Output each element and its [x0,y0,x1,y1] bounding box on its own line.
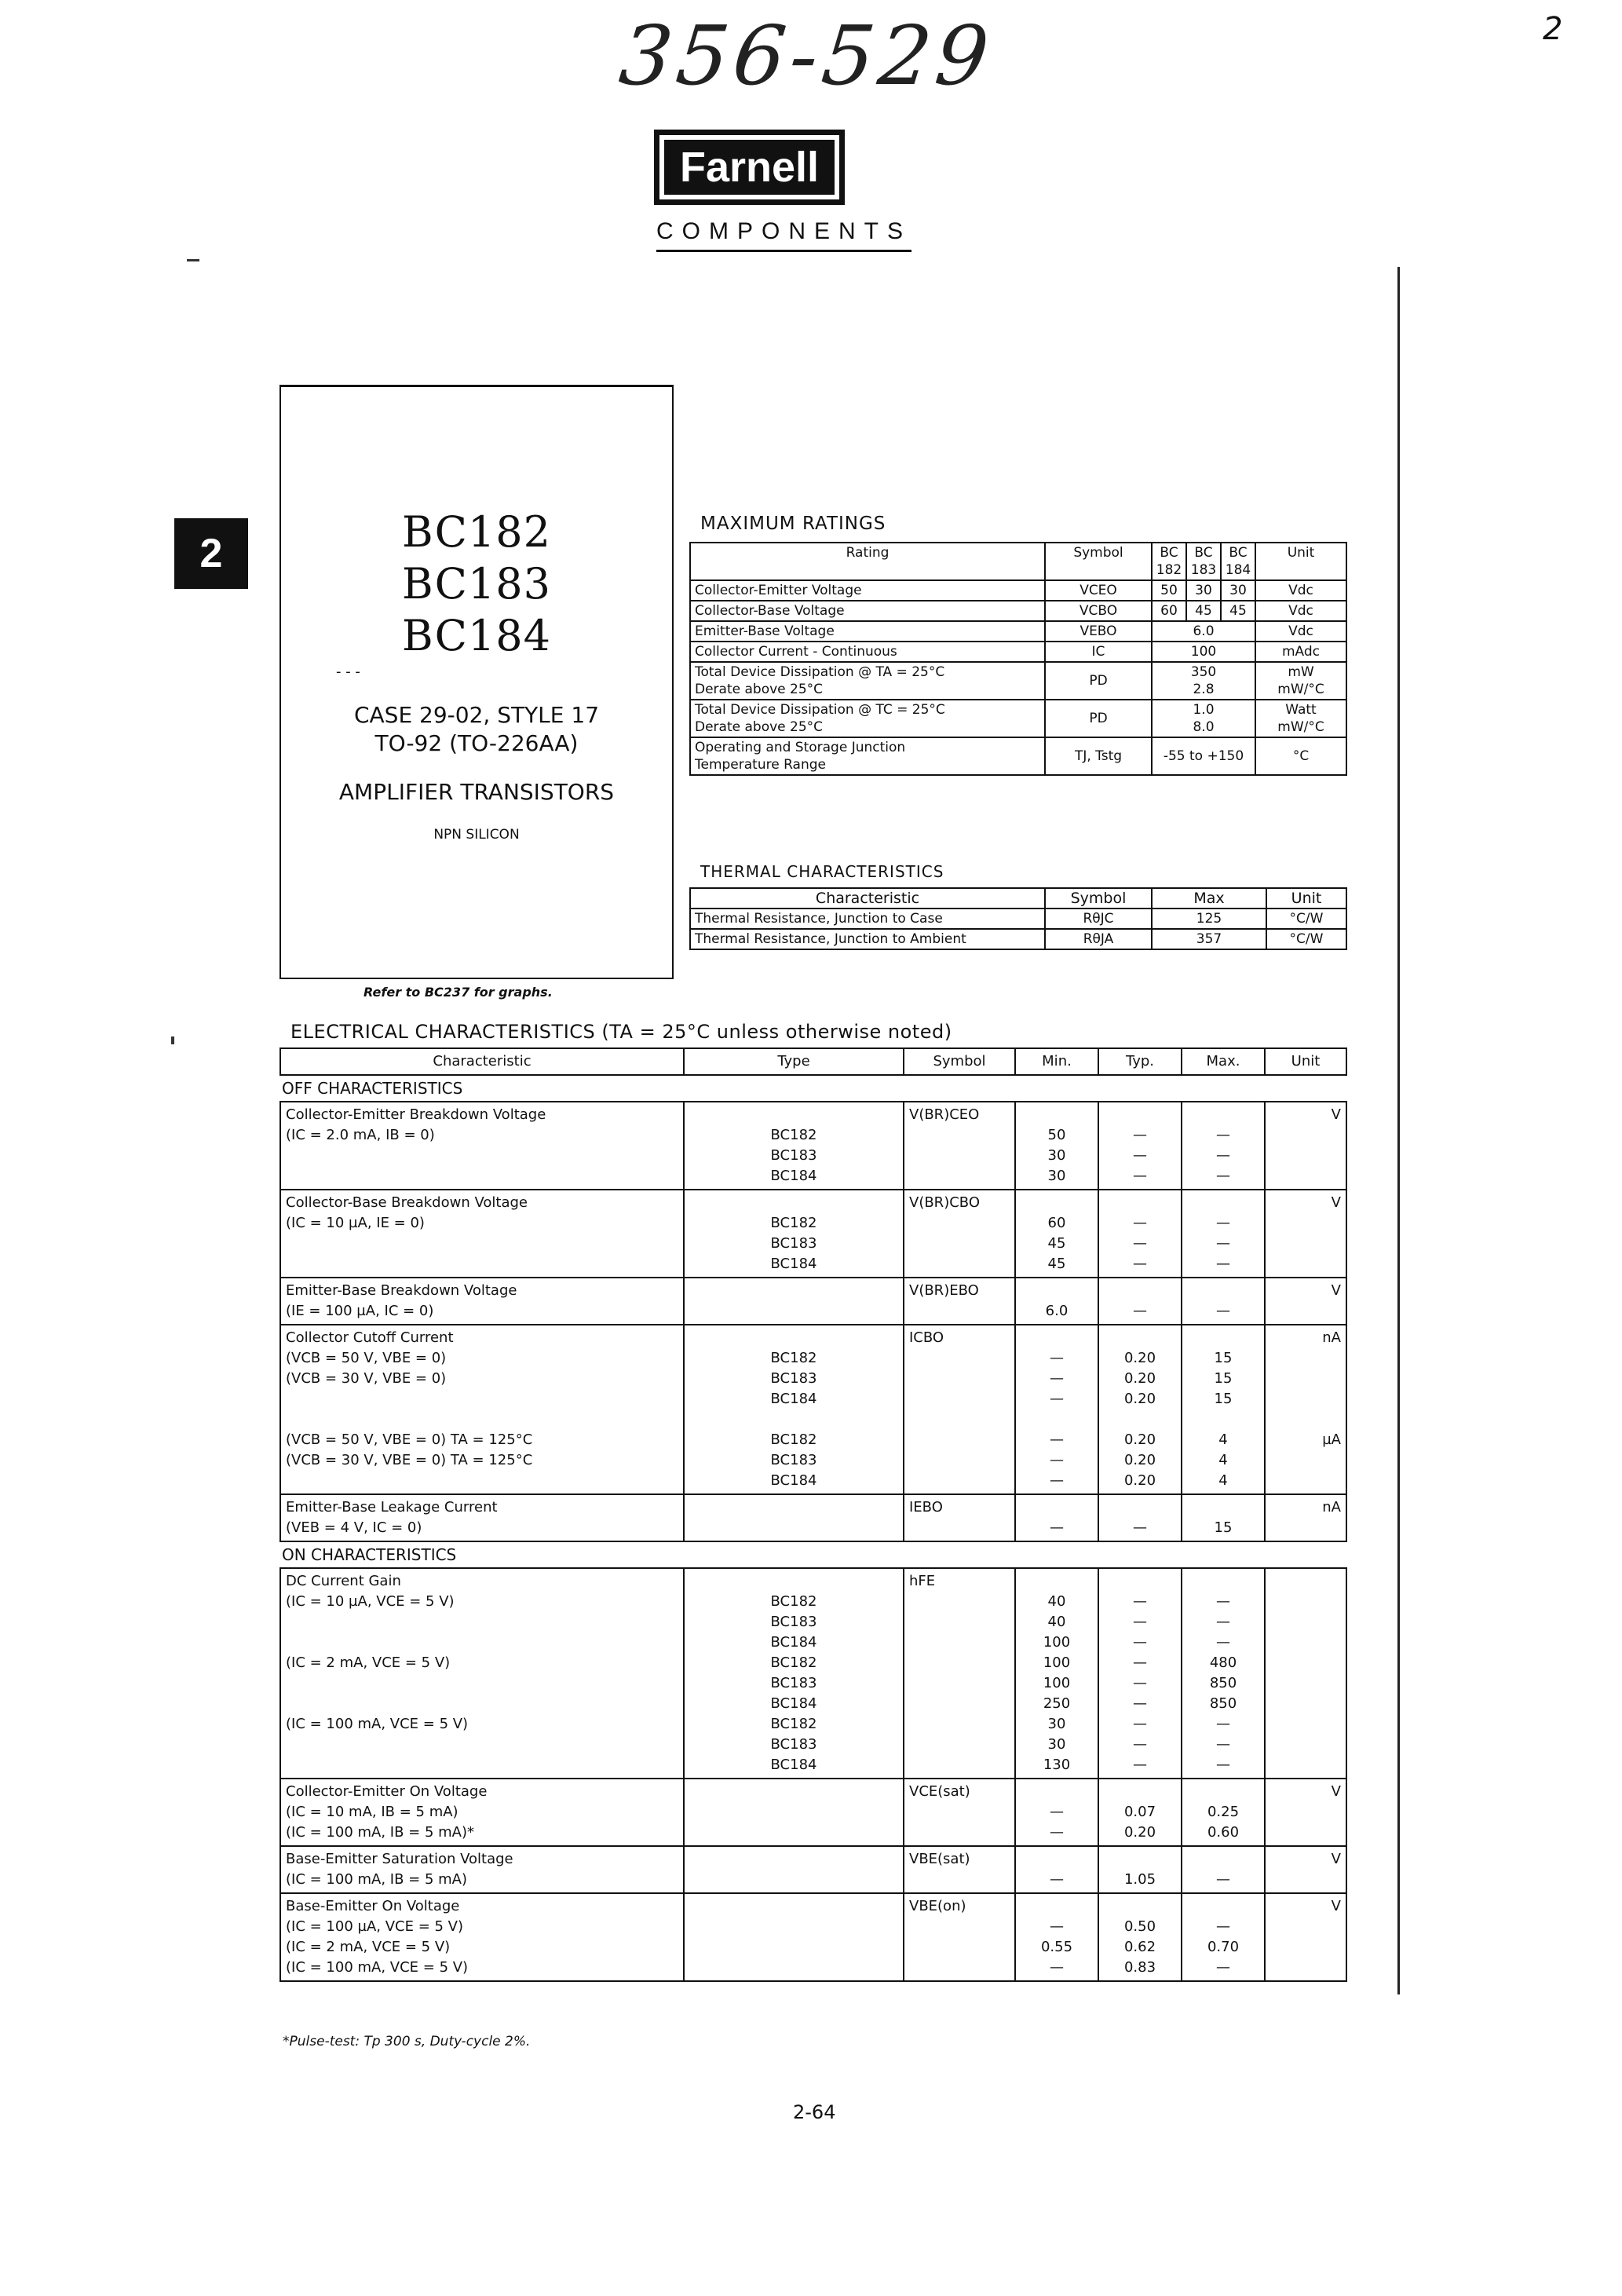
electrical-row [280,1325,1346,1494]
char-unit [1265,1568,1346,1779]
on-section-title: ON CHARACTERISTICS [280,1541,1346,1568]
refer-note: Refer to BC237 for graphs. [363,985,553,1000]
polarity: NPN SILICON [433,827,520,843]
case-package: TO-92 (TO-226AA) [374,730,579,756]
brand-tagline: COMPONENTS [656,218,911,252]
char-unit: nA [1265,1494,1346,1541]
rating-label: Collector Current - Continuous [690,642,1045,662]
col-unit: Unit [1255,543,1346,580]
char-symbol: VBE(sat) [904,1846,1015,1893]
rating-value-bc182: 60 [1152,601,1186,621]
rating-symbol: PD [1045,662,1152,700]
char-max: — 0.70 — [1182,1893,1265,1981]
rating-row [690,601,1346,621]
rating-value: 100 [1152,642,1255,662]
electrical-row [280,1102,1346,1190]
max-ratings-title: MAXIMUM RATINGS [700,514,886,534]
rating-label: Operating and Storage Junction Temperature Range [690,737,1045,775]
rating-row [690,737,1346,775]
farnell-logo [654,130,845,205]
col-type: Type [684,1048,904,1075]
rating-unit: Vdc [1255,580,1346,601]
char-unit: V [1265,1278,1346,1325]
char-min: — [1015,1846,1098,1893]
char-type [684,1494,904,1541]
col-symbol: Symbol [904,1048,1015,1075]
col-max: Max [1152,888,1266,909]
char-typ: — — — — — — — — — [1098,1568,1182,1779]
char-min: 50 30 30 [1015,1102,1098,1190]
rating-value-bc184: 45 [1221,601,1255,621]
char-typ: 1.05 [1098,1846,1182,1893]
thermal-title: THERMAL CHARACTERISTICS [700,862,944,881]
rating-value-bc182: 50 [1152,580,1186,601]
char-typ: 0.20 0.20 0.20 0.20 0.20 0.20 [1098,1325,1182,1494]
rating-unit: mW mW/°C [1255,662,1346,700]
char-typ: — — — [1098,1190,1182,1278]
electrical-row [280,1190,1346,1278]
char-type: BC182 BC183 BC184 BC182 BC183 BC184 [684,1325,904,1494]
col-characteristic: Characteristic [280,1048,684,1075]
electrical-row [280,1494,1346,1541]
section-row [280,1075,1346,1102]
device-type: AMPLIFIER TRANSISTORS [338,779,615,805]
scan-mark [171,1036,174,1044]
char-unit: V [1265,1102,1346,1190]
char-min: — [1015,1494,1098,1541]
rating-value: 1.0 8.0 [1152,700,1255,737]
part-number-box [279,385,674,979]
char-symbol: VBE(on) [904,1893,1015,1981]
char-typ: — — — [1098,1102,1182,1190]
page-number: 2-64 [793,2101,836,2123]
char-unit: nA µA [1265,1325,1346,1494]
col-symbol: Symbol [1045,888,1152,909]
char-min: 40 40 100 100 100 250 30 30 130 [1015,1568,1098,1779]
thermal-row [690,929,1346,949]
char-type [684,1779,904,1846]
col-typ: Typ. [1098,1048,1182,1075]
thermal-unit: °C/W [1266,909,1346,929]
char-max: 15 [1182,1494,1265,1541]
electrical-row [280,1846,1346,1893]
char-max: — [1182,1278,1265,1325]
electrical-header [280,1048,1346,1075]
char-label: DC Current Gain (IC = 10 µA, VCE = 5 V) (IC = 2 mA, VCE = 5 V) (IC = 100 mA, VCE = 5 V) [280,1568,684,1779]
rating-label: Collector-Base Voltage [690,601,1045,621]
part-dash: - - - [336,664,360,680]
char-min: 60 45 45 [1015,1190,1098,1278]
char-type: BC182 BC183 BC184 [684,1190,904,1278]
rating-row [690,621,1346,642]
right-margin-rule [1397,267,1400,1994]
off-section-title: OFF CHARACTERISTICS [280,1075,1346,1102]
rating-value-bc183: 45 [1186,601,1221,621]
rating-label: Emitter-Base Voltage [690,621,1045,642]
electrical-row [280,1278,1346,1325]
char-type [684,1278,904,1325]
rating-unit: Watt mW/°C [1255,700,1346,737]
char-typ: 0.07 0.20 [1098,1779,1182,1846]
thermal-symbol: RθJC [1045,909,1152,929]
rating-unit: Vdc [1255,621,1346,642]
col-rating: Rating [690,543,1045,580]
electrical-table [279,1047,1347,1982]
char-label: Base-Emitter On Voltage (IC = 100 µA, VCE = 5 V) (IC = 2 mA, VCE = 5 V) (IC = 100 mA, VCE = 5 V) [280,1893,684,1981]
char-max: — — — [1182,1190,1265,1278]
char-symbol: IEBO [904,1494,1015,1541]
char-max: 15 15 15 4 4 4 [1182,1325,1265,1494]
rating-value: 350 2.8 [1152,662,1255,700]
thermal-unit: °C/W [1266,929,1346,949]
rating-unit: mAdc [1255,642,1346,662]
char-label: Collector-Base Breakdown Voltage (IC = 10 µA, IE = 0) [280,1190,684,1278]
case-info [281,701,672,758]
char-type [684,1893,904,1981]
char-typ: — [1098,1494,1182,1541]
char-symbol: VCE(sat) [904,1779,1015,1846]
case-style: CASE 29-02, STYLE 17 [353,702,600,728]
char-label: Emitter-Base Breakdown Voltage (IE = 100 µA, IC = 0) [280,1278,684,1325]
char-min: — 0.55 — [1015,1893,1098,1981]
char-typ: — [1098,1278,1182,1325]
max-ratings-table [689,542,1347,776]
col-max: Max. [1182,1048,1265,1075]
thermal-row [690,909,1346,929]
char-label: Collector-Emitter On Voltage (IC = 10 mA, IB = 5 mA) (IC = 100 mA, IB = 5 mA)* [280,1779,684,1846]
rating-symbol: VCEO [1045,580,1152,601]
char-symbol: ICBO [904,1325,1015,1494]
handwritten-stock-number: 356-529 [615,8,998,104]
col-bc183: BC 183 [1186,543,1221,580]
char-max: 0.25 0.60 [1182,1779,1265,1846]
char-label: Base-Emitter Saturation Voltage (IC = 100 mA, IB = 5 mA) [280,1846,684,1893]
char-unit: V [1265,1846,1346,1893]
char-max: — — — 480 850 850 — — — [1182,1568,1265,1779]
char-min: — — — — — — [1015,1325,1098,1494]
corner-mark: 2 [1543,11,1563,47]
thermal-max: 357 [1152,929,1266,949]
rating-row [690,700,1346,737]
col-characteristic: Characteristic [690,888,1045,909]
part-bc182: BC182 [401,507,552,557]
thermal-label: Thermal Resistance, Junction to Ambient [690,929,1045,949]
electrical-title: ELECTRICAL CHARACTERISTICS (TA = 25°C unless otherwise noted) [290,1021,952,1043]
char-min: 6.0 [1015,1278,1098,1325]
pulse-footnote: *Pulse-test: Tp 300 s, Duty-cycle 2%. [283,2034,531,2049]
rating-row [690,642,1346,662]
char-symbol: V(BR)CBO [904,1190,1015,1278]
char-type [684,1846,904,1893]
part-bc184: BC184 [401,611,552,660]
thermal-table [689,887,1347,950]
rating-unit: °C [1255,737,1346,775]
logo-wordmark: Farnell [664,140,835,195]
electrical-row [280,1568,1346,1779]
char-symbol: V(BR)CEO [904,1102,1015,1190]
rating-value: -55 to +150 [1152,737,1255,775]
rating-value: 6.0 [1152,621,1255,642]
rating-row [690,580,1346,601]
char-label: Collector-Emitter Breakdown Voltage (IC = 2.0 mA, IB = 0) [280,1102,684,1190]
thermal-header [690,888,1346,909]
char-label: Emitter-Base Leakage Current (VEB = 4 V, IC = 0) [280,1494,684,1541]
char-min: — — [1015,1779,1098,1846]
rating-symbol: TJ, Tstg [1045,737,1152,775]
thermal-max: 125 [1152,909,1266,929]
char-type: BC182 BC183 BC184 [684,1102,904,1190]
col-bc182: BC 182 [1152,543,1186,580]
rating-row [690,662,1346,700]
col-bc184: BC 184 [1221,543,1255,580]
section-tab: 2 [174,518,248,589]
rating-value-bc183: 30 [1186,580,1221,601]
rating-value-bc184: 30 [1221,580,1255,601]
rating-symbol: VCBO [1045,601,1152,621]
char-unit: V [1265,1893,1346,1981]
rating-symbol: IC [1045,642,1152,662]
part-list [281,506,672,662]
col-symbol: Symbol [1045,543,1152,580]
char-unit: V [1265,1190,1346,1278]
thermal-label: Thermal Resistance, Junction to Case [690,909,1045,929]
thermal-symbol: RθJA [1045,929,1152,949]
char-typ: 0.50 0.62 0.83 [1098,1893,1182,1981]
char-max: — — — [1182,1102,1265,1190]
max-ratings-header [690,543,1346,580]
rating-symbol: PD [1045,700,1152,737]
char-unit: V [1265,1779,1346,1846]
rating-symbol: VEBO [1045,621,1152,642]
col-min: Min. [1015,1048,1098,1075]
rating-label: Collector-Emitter Voltage [690,580,1045,601]
rating-unit: Vdc [1255,601,1346,621]
scan-mark [187,259,199,261]
electrical-row [280,1779,1346,1846]
rating-label: Total Device Dissipation @ TA = 25°C Derate above 25°C [690,662,1045,700]
part-bc183: BC183 [401,559,552,609]
rating-label: Total Device Dissipation @ TC = 25°C Derate above 25°C [690,700,1045,737]
char-symbol: hFE [904,1568,1015,1779]
char-symbol: V(BR)EBO [904,1278,1015,1325]
col-unit: Unit [1266,888,1346,909]
char-max: — [1182,1846,1265,1893]
col-unit: Unit [1265,1048,1346,1075]
char-label: Collector Cutoff Current (VCB = 50 V, VBE = 0) (VCB = 30 V, VBE = 0) (VCB = 50 V, VBE = 0) TA = 125°C (VCB = 30 V, VBE = 0) TA = 125°C [280,1325,684,1494]
char-type: BC182 BC183 BC184 BC182 BC183 BC184 BC182 BC183 BC184 [684,1568,904,1779]
electrical-row [280,1893,1346,1981]
section-row [280,1541,1346,1568]
